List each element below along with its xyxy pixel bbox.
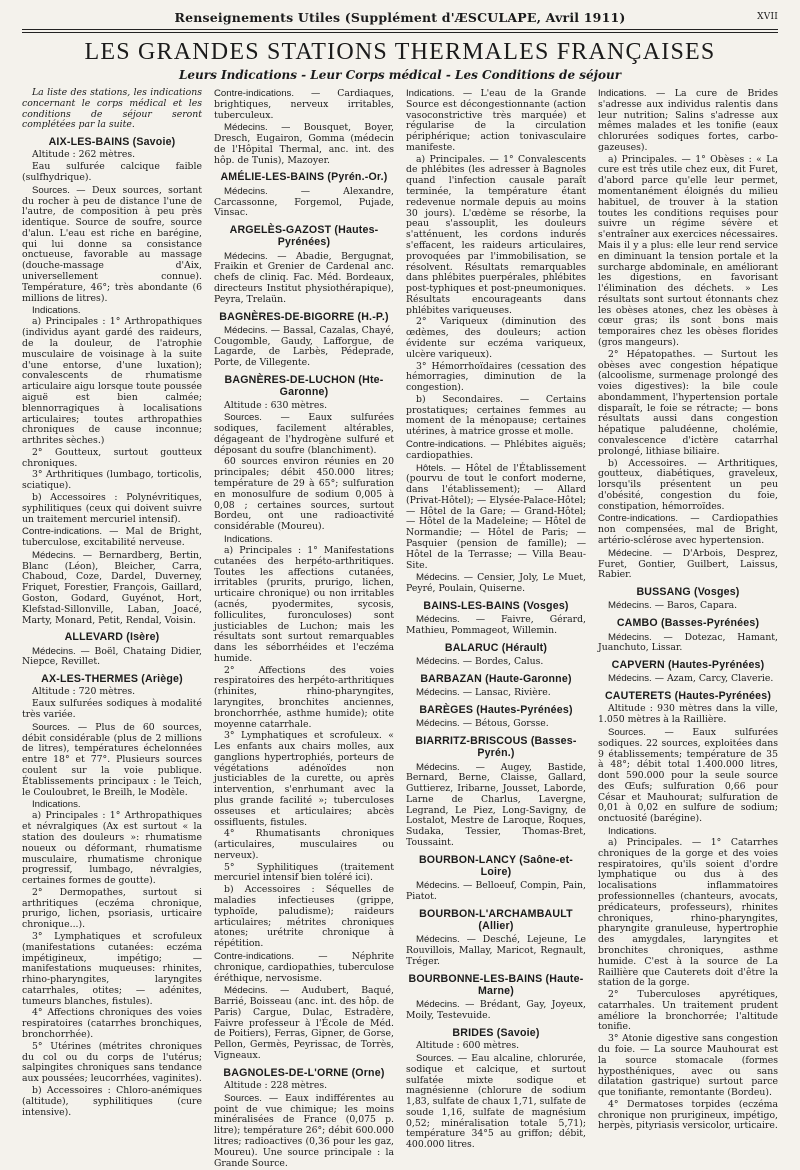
label-medecins: Médecins. bbox=[224, 185, 268, 197]
indications-text: 2° Dermopathes, surtout si arthritiques (eczéma chronique, prurigo, lichen, psoriasis, urticaire chronique...). bbox=[22, 886, 202, 931]
medecins-text: — Dotezac, Hamant, Juanchuto, Lissar. bbox=[598, 631, 778, 654]
label-indications: Indications. bbox=[598, 88, 647, 99]
medecins-text: — Belloeuf, Compin, Pain, Piatot. bbox=[406, 880, 586, 903]
water-type: Eau sulfurée calcique faible (sulfhydrique). bbox=[22, 161, 202, 183]
medecins-text: — Bétous, Gorsse. bbox=[459, 718, 549, 730]
label-contra: Contre-indications. bbox=[214, 950, 294, 962]
station-title: BAGNÈRES-DE-BIGORRE (H.-P.) bbox=[219, 310, 389, 323]
indications-text: 5° Utérines (métrites chroniques du col ou du corps de l'utérus; salpingites chroniques sans tendance aux poussées; leucorrhées, vaginites). bbox=[22, 1040, 202, 1085]
indications-text: 3° Arthritiques (lumbago, torticolis, sciatique). bbox=[22, 469, 202, 492]
label-medecins: Médecins. bbox=[224, 250, 268, 262]
indications-text: 2° Goutteux, surtout goutteux chroniques. bbox=[22, 446, 202, 469]
indications-text: — La cure de Brides s'adresse aux individus ralentis dans leur nutrition; Salins s'adresse aux mêmes malades et les tonifie (eaux chlorurées sodiques fortes, carbo-gazeuses). bbox=[598, 88, 778, 153]
altitude: Altitude : 262 mètres. bbox=[32, 149, 136, 161]
label-sources: Sources. bbox=[416, 1053, 454, 1064]
label-medecins: Médecins. bbox=[608, 673, 652, 685]
sources-text: — Eaux sulfurées sodiques, facilement altérables, dégageant de l'hydrogène sulfuré et déposant du soufre (blanchiment). bbox=[214, 412, 394, 456]
medecins-text: — Bernardberg, Bertin, Blanc (Léon), Bleicher, Carra, Chaboud, Coze, Dardel, Duverney, Friquet, Forestier, François, Gaillard, Goston, Godard, Guyénot, Hort, Klefstad-Sillonville, Laban, Joacé, Marty, Monard, Petit, Rendal, Voisin. bbox=[22, 549, 202, 626]
medecins-text: — Abadie, Bergugnat, Fraikin et Grenier de Cardenal anc. chefs de cliniq. Fac. Méd. Bordeaux, directeurs Institut physiothérapique), Peyra, Trelaün. bbox=[214, 250, 394, 305]
label-medecins: Médecins. bbox=[416, 880, 460, 892]
label-medecins: Médecine. bbox=[608, 547, 653, 559]
label-medecins: Médecins. bbox=[608, 631, 652, 643]
station-title: BALARUC (Hérault) bbox=[444, 641, 548, 654]
indications-text: a) Principales. — 1° Obèses : « La cure est très utile chez eux, dit Furet, d'abord parce qu'elle leur permet, momentanément éloignés du milieu habituel, de trouver à la station toutes les conditions requises pour suivre un régime sévère et s'entraîner aux exercices nécessaires. Mais il y a plus: elle leur rend service en diminuant la tension portale et la surcharge abdominale, en améliorant les digestions, en favorisant l'élimination des déchets. » Les résultats sont surtout étonnants chez les obèses atones, chez les obèses à cœur gras; ils sont bons mais temporaires chez les obèses florides (gros mangeurs). bbox=[598, 153, 778, 348]
indications-text: 2° Variqueux (diminution des œdèmes, des douleurs; action évidente sur eczéma variqueux, ulcère variqueux). bbox=[406, 316, 586, 360]
columns bbox=[22, 88, 778, 1170]
label-medecins: Médecins. bbox=[32, 549, 76, 561]
contra-text: — Néphrite chronique, cardiopathies, tuberculose éréthique, nervosisme. bbox=[214, 950, 394, 984]
label-indications: Indications. bbox=[608, 826, 657, 837]
column-1 bbox=[22, 88, 202, 1170]
column-4 bbox=[598, 88, 778, 1170]
indications-text: 3° Lymphatiques et scrofuleux. « Les enfants aux chairs molles, aux ganglions hypertrophiés, porteurs de végétations adénoïdes non justiciables de la curette, ou après intervention, s'enrhumant avec la plus grande facilité »; tuberculoses osseuses et articulaires; abcès ossifluents, fistules. bbox=[214, 730, 394, 828]
sources-text: 60 sources environ réunies en 20 principales; débit 450.000 litres; température de 29 à 65°; sulfuration en monosulfure de sodium 0,005 à 0,08 ; certaines sources, surtout Bordeu, ont une radioactivité considérable (Moureu). bbox=[214, 456, 394, 533]
station-title: BOURBON-L'ARCHAMBAULT (Allier) bbox=[419, 907, 573, 933]
medecins-text: — Desché, Lejeune, Le Rouvillois, Mallay, Maricot, Regnault, Tréger. bbox=[406, 934, 586, 968]
medecins-text: — Bassal, Cazalas, Chayé, Cougomble, Gaudy, Lafforgue, de Lagarde, de Larbès, Pédeprade, Porte, de Villegente. bbox=[214, 324, 394, 369]
indications-text: b) Accessoires : Polynévritiques, syphilitiques (ceux qui doivent suivre un traitement mercuriel intensif). bbox=[22, 491, 202, 525]
label-medecins: Médecins. bbox=[416, 761, 460, 773]
label-sources: Sources. bbox=[32, 184, 70, 196]
label-medecins: Médecins. bbox=[416, 614, 460, 626]
label-hotels: Hôtels. bbox=[416, 462, 446, 474]
indications-text: 2° Tuberculoses apyrétiques, catarrhales. Un traitement prudent améliore la bronchorrée; l'altitude tonifie. bbox=[598, 989, 778, 1033]
medecins-text: — Lansac, Rivière. bbox=[459, 687, 551, 699]
indications-text: 4° Rhumatisants chroniques (articulaires, musculaires ou nerveux). bbox=[214, 828, 394, 861]
running-header bbox=[22, 10, 778, 25]
indications-text: a) Principales : 1° Manifestations cutanées des herpéto-arthritiques. Toutes les affections cutanées, irritables (prurits, prurigo, lichen, urticaire chronique) ou non irritables (acnés, pyodermites, sycosis, folliculites, furonculoses) sont justiciables de Luchon; mais les résultats sont surtout remarquables dans les séborrhéides et l'eczéma humide. bbox=[214, 545, 394, 664]
indications-text: 3° Lymphatiques et scrofuleux (manifestations cutanées: eczéma impétigineux, impétigo; — manifestations muqueuses: rhinites, rhino-pharyngites, laryngites catarrhales, otites; — adénites, tumeurs blanches, fistules). bbox=[22, 931, 202, 1007]
station-title: BAGNÈRES-DE-LUCHON (Hte-Garonne) bbox=[224, 373, 384, 399]
hotels-text: — Hôtel de l'Établissement (pourvu de tout le confort moderne, dans l'établissement); — Allard (Privat-Hôtel); — Elysée-Palace-Hôtel; — Hôtel de la Gare; — Grand-Hôtel; — Hôtel de la Madeleine; — Hôtel de Normandie; — Hôtel de Paris; — Pasquier (pension de famille); — Hôtel de la Terrasse; — Villa Beau-Site. bbox=[406, 462, 586, 571]
label-sources: Sources. bbox=[608, 726, 646, 738]
contra-text: — Cardiaques, brightiques, nerveux irritables, tuberculeux. bbox=[214, 88, 394, 121]
label-contra: Contre-indications. bbox=[598, 513, 678, 525]
label-medecins: Médecins. bbox=[224, 324, 268, 336]
indications-text: b) Accessoires. — Arthritiques, goutteux, diabétiques, graveleux, lorsqu'ils présentent un peu d'obésité, congestion du foie, constipation, hémorroïdes. bbox=[598, 457, 778, 512]
medecins-text: — D'Arbois, Desprez, Furet, Gontier, Guilbert, Laissus, Rabier. bbox=[598, 547, 778, 581]
station-title: BRIDES (Savoie) bbox=[452, 1026, 540, 1039]
contra-text: — Cardiopathies non compensées, mal de Bright, artério-sclérose avec hypertension. bbox=[598, 513, 778, 547]
indications-text: — L'eau de la Grande Source est décongestionnante (action vasoconstrictive très marquée) et régularise de la circulation périphérique; action tonivasculaire manifeste. bbox=[406, 88, 586, 153]
medecins-text: — Bousquet, Boyer, Dresch, Eugairon, Gomma (médecin de l'Hôpital Thermal, anc. int. des hôp. de Tunis), Mazoyer. bbox=[214, 122, 394, 166]
station-title: BAGNOLES-DE-L'ORNE (Orne) bbox=[223, 1066, 385, 1079]
indications-text: b) Secondaires. — Certains prostatiques; certaines femmes au moment de la ménopause; certaines utérines, à matrice grosse et molle. bbox=[406, 393, 586, 438]
medecins-text: — Bordes, Calus. bbox=[459, 656, 544, 668]
indications-text: 4° Affections chroniques des voies respiratoires (catarrhes bronchiques, bronchorrhée). bbox=[22, 1007, 202, 1041]
station-title: BOURBON-LANCY (Saône-et-Loire) bbox=[418, 853, 574, 879]
station-title: AMÉLIE-LES-BAINS (Pyrén.-Or.) bbox=[220, 171, 388, 184]
station-title: BAINS-LES-BAINS (Vosges) bbox=[423, 599, 569, 612]
sources-text: — Deux sources, sortant du rocher à peu de distance l'une de l'autre, de composition à peu près identique. Source de soufre, source d'alun. L'eau est riche en barégine, qui lui donne sa consistance onctueuse, favorable au massage (douche-massage d'Aix, universellement connue). Température, 46°; très abondante (6 millions de litres). bbox=[22, 184, 202, 304]
altitude: Altitude : 600 mètres. bbox=[416, 1040, 520, 1052]
label-medecins: Médecins. bbox=[416, 999, 460, 1011]
station-title: ARGELÈS-GAZOST (Hautes-Pyrénées) bbox=[229, 224, 379, 249]
label-medecins: Médecins. bbox=[416, 656, 460, 668]
station-title: BIARRITZ-BRISCOUS (Basses-Pyrén.) bbox=[415, 734, 577, 760]
label-medecins: Médecins. bbox=[416, 687, 460, 699]
header-rule-thin bbox=[22, 32, 778, 33]
altitude: Altitude : 930 mètres dans la ville, 1.050 mètres à la Raillière. bbox=[598, 703, 778, 726]
station-title: CAPVERN (Hautes-Pyrénées) bbox=[611, 659, 765, 672]
altitude: Altitude : 720 mètres. bbox=[32, 686, 136, 698]
label-medecins: Médecins. bbox=[32, 645, 76, 657]
medecins-text: — Boël, Chataing Didier, Niepce, Revillet. bbox=[22, 645, 202, 668]
medecins-text: — Alexandre, Carcassonne, Forgemol, Pujade, Vinsac. bbox=[214, 185, 394, 219]
medecins-text: — Audubert, Baqué, Barrié, Boisseau (anc. int. des hôp. de Paris) Cargue, Dulac, Estradère, Faivre professeur à l'École de Méd. de Poitiers), Ferras, Gipner, de Gorse, Pellon, Germès, Peyrissac, de Torrès, Vigneaux. bbox=[214, 985, 394, 1061]
medecins-text: — Brédant, Gay, Joyeux, Moily, Testevuide. bbox=[406, 999, 586, 1022]
label-medecins: Médecins. bbox=[608, 600, 652, 612]
medecins-text: — Baros, Capara. bbox=[651, 600, 738, 612]
station-title: AIX-LES-BAINS (Savoie) bbox=[48, 136, 176, 149]
label-indications: Indications. bbox=[32, 305, 81, 317]
medecins-text: — Faivre, Gérard, Mathieu, Pommageot, Willemin. bbox=[406, 614, 586, 636]
label-contra: Contre-indications. bbox=[214, 88, 294, 99]
header-rule bbox=[22, 29, 778, 30]
altitude: Altitude : 630 mètres. bbox=[224, 399, 328, 411]
station-title: CAMBO (Basses-Pyrénées) bbox=[616, 617, 760, 630]
station-title: BARBAZAN (Haute-Garonne) bbox=[420, 672, 572, 685]
label-sources: Sources. bbox=[32, 721, 70, 733]
label-indications: Indications. bbox=[32, 799, 81, 811]
label-medecins: Médecins. bbox=[224, 122, 268, 134]
sources-text: — Plus de 60 sources, débit considérable (plus de 2 millions de litres), températures échelonnées entre 18° et 77°. Plusieurs sources coulent sur la voie publique. Établissements principaux : le Teich, le Couloubret, le Breilh, le Modèle. bbox=[22, 721, 202, 798]
indications-text: 2° Hépatopathes. — Surtout les obèses avec congestion hépatique (alcoolisme, surmenage prolongé des voies digestives): la bile coule abondamment, l'hypertension portale disparaît, le foie se rétracte; — bons résultats aussi dans congestion hépatique paludéenne, cholémie, convalescence d'ictère catarrhal prolongé, lithiase biliaire. bbox=[598, 348, 778, 457]
label-medecins: Médecins. bbox=[224, 985, 268, 997]
label-medecins: Médecins. bbox=[416, 934, 460, 946]
indications-text: 3° Hémorrhoïdaires (cessation des hémorragies, diminution de la congestion). bbox=[406, 360, 586, 394]
label-contra: Contre-indications. bbox=[406, 439, 486, 450]
sources-text: — Eaux indifférentes au point de vue chimique; les moins minéralisées de France (0,075 p. litre); température 26°; débit 600.000 litres; radioactives (0,36 pour les gaz, Moureu). Une source principale : la Grande Source. bbox=[214, 1092, 394, 1169]
sources-text: — Eau alcaline, chlorurée, sodique et calcique, et surtout sulfatée mixte sodique et magnésienne (chlorure de sodium 1,83, sulfate de chaux 1,71, sulfate de soude 1,16, sulfate de magnésium 0,52; minéralisation totale 5,71); température 34°5 au griffon; débit, 400.000 litres. bbox=[406, 1053, 586, 1151]
column-3 bbox=[406, 88, 586, 1170]
station-title: BARÈGES (Hautes-Pyrénées) bbox=[419, 703, 573, 716]
column-2 bbox=[214, 88, 394, 1170]
label-sources: Sources. bbox=[224, 412, 262, 424]
indications-text: 2° Affections des voies respiratoires des herpéto-arthritiques (rhinites, rhino-pharyngites, laryngites, bronchites anciennes, bronchorrhée, asthme humide); otite moyenne catarrhale. bbox=[214, 664, 394, 730]
indications-text: 4° Dermatoses torpides (eczéma chronique non prurigineux, impétigo, herpès, pityriasis versicolor, urticaire. bbox=[598, 1098, 778, 1132]
contra-text: — Phlébites aiguës; cardiopathies. bbox=[406, 439, 586, 461]
indications-text: 5° Syphilitiques (traitement mercuriel intensif bien toléré ici). bbox=[214, 861, 394, 884]
running-title: Renseignements Utiles (Supplément d'ÆSCULAPE, Avril 1911) bbox=[174, 10, 626, 25]
station-title: AX-LES-THERMES (Ariège) bbox=[41, 673, 183, 686]
page-number: XVII bbox=[757, 12, 778, 22]
intro-note: La liste des stations, les indications concernant le corps médical et les conditions de séjour seront complétées par la suite. bbox=[22, 87, 202, 131]
indications-text: b) Accessoires : Séquelles de maladies infectieuses (grippe, typhoïde, paludisme); raideurs articulaires; métrites chroniques atones; urétrite chronique à répétition. bbox=[214, 884, 394, 950]
page-subtitle: Leurs Indications - Leur Corps médical - Les Conditions de séjour bbox=[178, 68, 622, 82]
label-contra: Contre-indications. bbox=[22, 526, 102, 538]
indications-text: a) Principales. — 1° Convalescents de phlébites (les adresser à Bagnoles quand l'infection causale paraît terminée, la température étant redevenue normale depuis au moins 30 jours). L'œdème se résorbe, la peau s'assouplit, les douleurs s'atténuent, les cordons indurés s'effacent, les raideurs articulaires, provoquées par l'immobilisation, se résolvent. Résultats remarquables dans phlébites puerpérales, phlébites post-typhiques et post-pneumoniques. Résultats encourageants dans phlébites variqueuses. bbox=[406, 153, 586, 316]
medecins-text: — Augey, Bastide, Bernard, Berne, Claisse, Gallard, Guttierez, Iribarne, Jousset, Laborde, Larne de Charlus, Lavergne, Legrand, Le Piez, Long-Savigny, de Lostalot, Mestre de Laroque, Roques, Sudaka, Tessier, Thomas-Bret, Toussaint. bbox=[406, 761, 586, 848]
indications-text: a) Principales : 1° Arthropathiques et névralgiques (Ax est surtout « la station des douleurs »: rhumatisme noueux ou déformant, rhumatisme musculaire, rhumatisme chronique progressif, lumbago, névralgies, certaines formes de goutte). bbox=[22, 810, 202, 887]
water-type: Eaux sulfurées sodiques à modalité très variée. bbox=[22, 698, 202, 721]
label-indications: Indications. bbox=[406, 88, 455, 99]
station-title: BOURBONNE-LES-BAINS (Haute-Marne) bbox=[408, 972, 584, 998]
contra-text: — Mal de Bright, tuberculose, excitabilité nerveuse. bbox=[22, 526, 202, 549]
sources-text: — Eaux sulfurées sodiques. 22 sources, exploitées dans 9 établissements; température de 35 à 48°; débit total 1.400.000 litres, dont 590.000 pour la seule source des Œufs; sulfuration 0,66 pour César et Mauhourat; sulfuration de 0,01 à 0,02 en sulfure de sodium; onctuosité (barégine). bbox=[598, 726, 778, 825]
indications-text: 3° Atonie digestive sans congestion du foie. — La source Mauhourat est la source stomacale (formes hyposthéniques, avec ou sans dilatation gastrique) surtout parce que tonifiante, remontante (Bordeu). bbox=[598, 1033, 778, 1099]
station-title: CAUTERETS (Hautes-Pyrénées) bbox=[604, 690, 772, 703]
indications-text: a) Principales. — 1° Catarrhes chroniques de la gorge et des voies respiratoires, qu'ils soient d'ordre lymphatique ou dus à des localisations inflammatoires professionnelles (chanteurs, avocats, prédicateurs, professeurs), rhinites chroniques, rhino-pharyngites, pharyngite granuleuse, hypertrophie des amygdales, laryngites et bronchites chroniques, asthme humide. C'est à la source de La Raillière que Cauterets doit d'être la station de la gorge. bbox=[598, 837, 778, 989]
indications-text: b) Accessoires : Chloro-anémiques (altitude), syphilitiques (cure intensive). bbox=[22, 1084, 202, 1118]
label-medecins: Médecins. bbox=[416, 718, 460, 730]
medecins-text: — Azam, Carcy, Claverie. bbox=[651, 673, 774, 685]
label-sources: Sources. bbox=[224, 1092, 262, 1104]
altitude: Altitude : 228 mètres. bbox=[224, 1080, 328, 1092]
page-title: LES GRANDES STATIONS THERMALES FRANÇAISES bbox=[84, 39, 716, 65]
station-title: ALLEVARD (Isère) bbox=[64, 631, 160, 644]
station-title: BUSSANG (Vosges) bbox=[636, 586, 740, 599]
indications-text: a) Principales : 1° Arthropathiques (individus ayant gardé des raideurs, de la douleur, de l'atrophie musculaire de voisinage à la suite d'une entorse, d'une luxation); convalescents de rhumatisme articulaire aigu lorsque toute poussée aiguë est bien calmée; blennorragiques à localisations articulaires; toutes arthropathies chroniques de cause inconnue; arthrites sèches.) bbox=[22, 316, 202, 447]
medecins-text: — Censier, Joly, Le Muet, Peyré, Poulain, Quiserne. bbox=[406, 572, 586, 595]
label-medecins: Médecins. bbox=[416, 572, 460, 584]
label-indications: Indications. bbox=[224, 533, 273, 545]
